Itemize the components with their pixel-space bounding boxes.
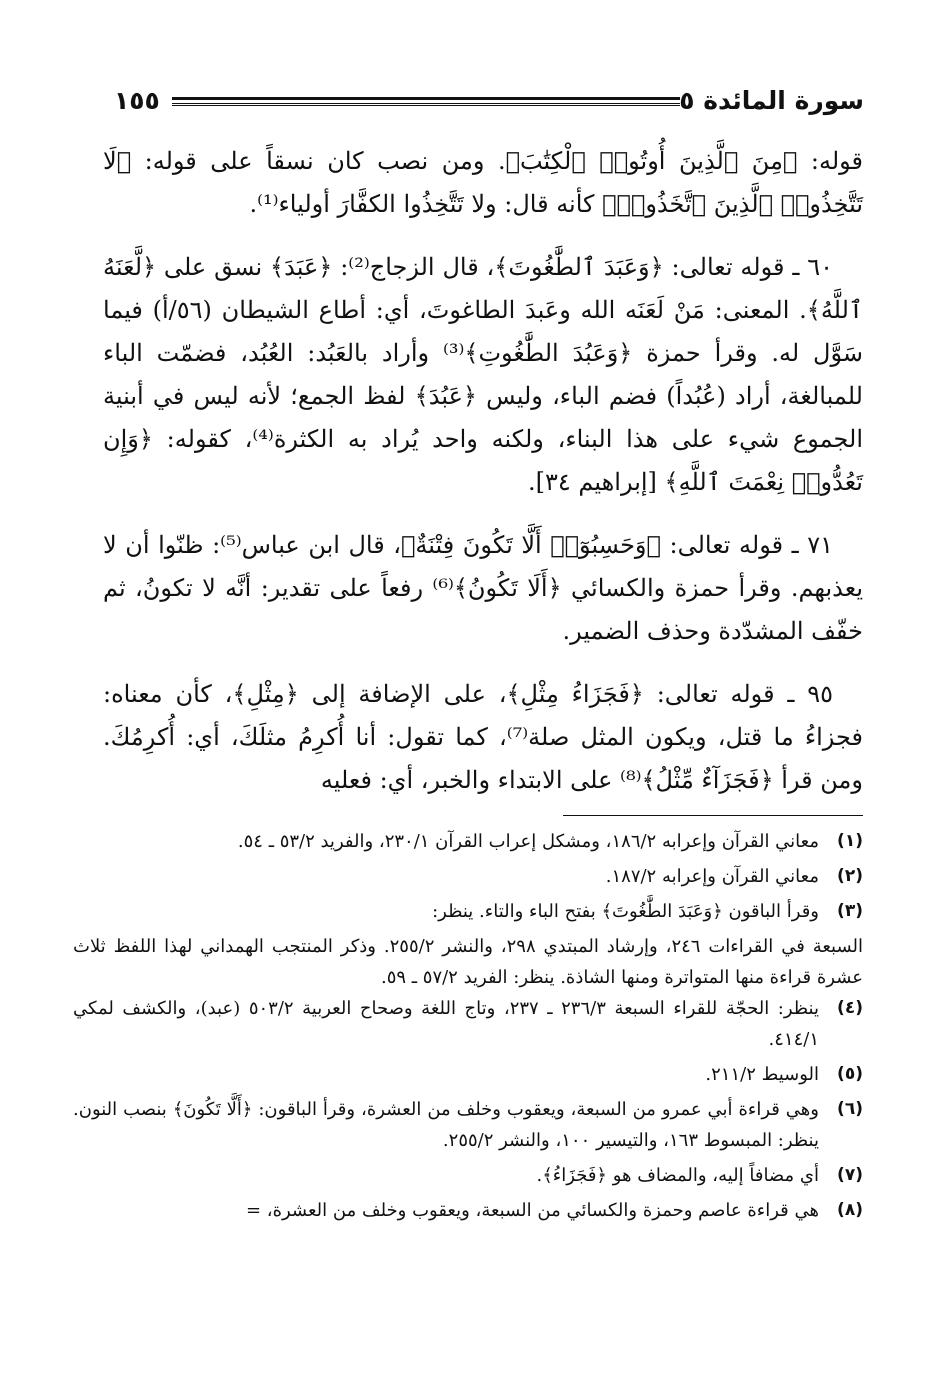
footnote	[73, 1059, 863, 1090]
footnote-separator	[563, 815, 863, 816]
body-text	[103, 140, 863, 822]
footnotes	[73, 826, 863, 1230]
running-header	[108, 84, 864, 124]
footnote	[73, 993, 863, 1055]
footnote-number: (٧)	[837, 1165, 863, 1185]
footnote	[73, 1195, 863, 1226]
header-rule	[172, 97, 680, 104]
footnote	[73, 1160, 863, 1191]
footnote-text: هي قراءة عاصم وحمزة والكسائي من السبعة، ويعقوب وخلف من العشرة، =	[245, 1200, 819, 1221]
paragraph: ٩٥ ـ قوله تعالى: ﴿فَجَزَاءُ مِثْلِ﴾، على الإضافة إلى ﴿مِثْلِ﴾، كأن معناه: فجزاءُ ما قتل، ويكون المثل صلة⁽⁷⁾، كما تقول: أنا أُكرِمُ مثلَكَ، أي: أُكرِمُكَ. ومن قرأ ﴿فَجَزَآءٌ مِّثْلُ﴾⁽⁸⁾ على الابتداء والخبر، أي: فعليه	[103, 680, 864, 794]
page-number: ١٥٥	[114, 86, 160, 115]
footnote-text: أي مضافاً إليه، والمضاف هو ﴿فَجَزَاءُ﴾.	[536, 1165, 819, 1186]
footnote	[73, 826, 863, 857]
footnote-number: (٣)	[837, 901, 863, 921]
footnote	[73, 1094, 863, 1156]
footnote-number: (٦)	[837, 1099, 863, 1119]
footnote	[73, 861, 863, 892]
footnote-number: (٤)	[837, 998, 863, 1018]
paragraph: قوله: ﴿مِنَ ٱلَّذِينَ أُوتُوا۟ ٱلْكِتَٰبَ﴾. ومن نصب كان نسقاً على قوله: ﴿لَا تَتَّخِذُوا۟ ٱلَّذِينَ ٱتَّخَذُوا۟﴾ كأنه قال: ولا تَتَّخِذُوا الكفَّارَ أولياء⁽¹⁾.	[103, 147, 863, 218]
footnote	[73, 896, 863, 927]
footnote-text: الوسيط ٢١١/٢.	[705, 1064, 819, 1085]
paragraph: ٧١ ـ قوله تعالى: ﴿وَحَسِبُوٓا۟ أَلَّا تَكُونَ فِتْنَةٌ﴾، قال ابن عباس⁽⁵⁾: ظنّوا أن لا يعذبهم. وقرأ حمزة والكسائي ﴿أَلَا تَكُونُ﴾⁽⁶⁾ رفعاً على تقدير: أنَّه لا تكونُ، ثم خفّف المشدّدة وحذف الضمير.	[103, 531, 864, 645]
paragraph: ٦٠ ـ قوله تعالى: ﴿وَعَبَدَ ٱلطَّٰغُوتَ﴾، قال الزجاج⁽²⁾: ﴿عَبَدَ﴾ نسق على ﴿لَّعَنَهُ ٱللَّهُ﴾. المعنى: مَنْ لَعَنَه الله وعَبدَ الطاغوتَ، أي: أطاع الشيطان (٥٦/أ) فيما سَوَّل له. وقرأ حمزة ﴿وَعَبُدَ الطَّٰغُوتِ﴾⁽³⁾ وأراد بالعَبُد: العُبُد، فضمّت الباء للمبالغة، أراد (عُبُداً) فضم الباء، وليس ﴿عَبُدَ﴾ لفظ الجمع؛ لأنه ليس في أبنية الجموع شيء على هذا البناء، ولكنه واحد يُراد به الكثرة⁽⁴⁾، كقوله: ﴿وَإِن تَعُدُّوا۟ نِعْمَتَ ٱللَّهِ﴾ [إبراهيم ٣٤].	[103, 253, 864, 496]
surah-title: سورة المائدة ٥	[679, 86, 864, 115]
footnote-number: (١)	[837, 831, 863, 851]
footnote-number: (٨)	[837, 1200, 863, 1220]
footnote-text: معاني القرآن وإعرابه ١٨٧/٢.	[605, 866, 819, 887]
footnote-text: وهي قراءة أبي عمرو من السبعة، ويعقوب وخلف من العشرة، وقرأ الباقون: ﴿أَلَّا تَكُونَ﴾ بنصب النون. ينظر: المبسوط ١٦٣، والتيسير ١٠٠، والنشر ٢٥٥/٢.	[73, 1099, 819, 1151]
footnote-text: وقرأ الباقون ﴿وَعَبَدَ الطَّٰغُوتَ﴾ بفتح الباء والتاء. ينظر:	[432, 901, 819, 922]
footnote-number: (٢)	[837, 866, 863, 886]
footnote-number: (٥)	[837, 1064, 863, 1084]
footnote-continuation: السبعة في القراءات ٢٤٦، وإرشاد المبتدي ٢٩٨، والنشر ٢٥٥/٢. وذكر المنتجب الهمداني لهذا اللفظ ثلاث عشرة قراءة منها المتواترة ومنها الشاذة. ينظر: الفريد ٥٧/٢ ـ ٥٩.	[73, 936, 864, 988]
footnote-text: ينظر: الحجّة للقراء السبعة ٢٣٦/٣ ـ ٢٣٧، وتاج اللغة وصحاح العربية ٥٠٣/٢ (عبد)، والكشف لمكي ٤١٤/١.	[73, 998, 819, 1050]
footnote-text: معاني القرآن وإعرابه ١٨٦/٢، ومشكل إعراب القرآن ٢٣٠/١، والفريد ٥٣/٢ ـ ٥٤.	[237, 831, 819, 852]
